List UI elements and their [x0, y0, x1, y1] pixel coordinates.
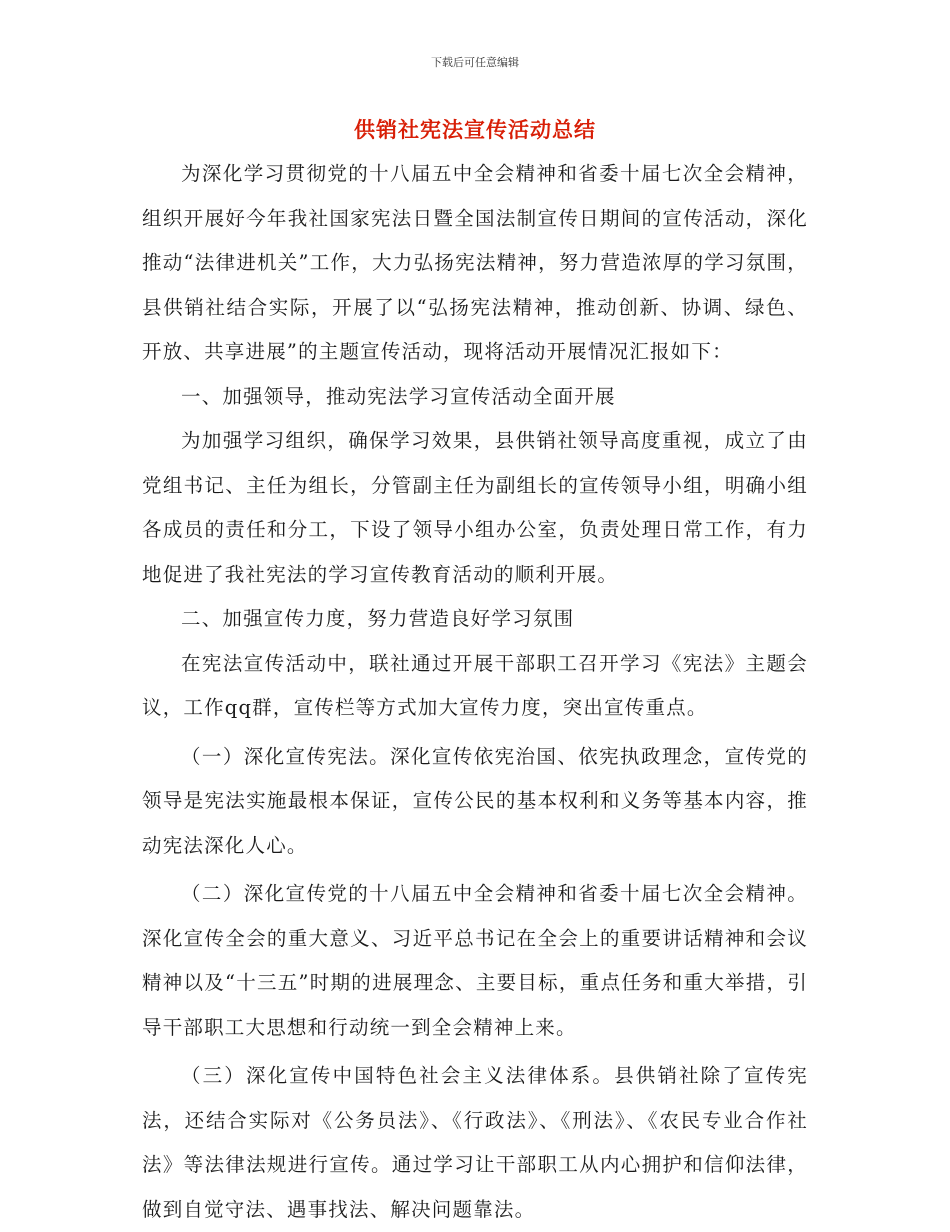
- paragraph-intro: 为深化学习贯彻党的十八届五中全会精神和省委十届七次全会精神，组织开展好今年我社国家宪法日暨全国法制宣传日期间的宣传活动，深化推动“法律进机关”工作，大力弘扬宪法精神，努力营造浓厚的学习氛围，县供销社结合实际，开展了以“弘扬宪法精神，推动创新、协调、绿色、开放、共享进展”的主题宣传活动，现将活动开展情况汇报如下：: [142, 162, 808, 363]
- document-title: 供销社宪法宣传活动总结: [354, 118, 596, 142]
- paragraph-section-2: 在宪法宣传活动中，联社通过开展干部职工召开学习《宪法》主题会议，工作qq群，宣传栏等方式加大宣传力度，突出宣传重点。: [142, 651, 808, 719]
- paragraph-item-3: （三）深化宣传中国特色社会主义法律体系。县供销社除了宣传宪法，还结合实际对《公务员法》、《行政法》、《刑法》、《农民专业合作社法》等法律法规进行宣传。通过学习让干部职工从内心拥护和信仰法律，做到自觉守法、遇事找法、解决问题靠法。: [142, 1064, 808, 1221]
- paragraph-section-1: 为加强学习组织，确保学习效果，县供销社领导高度重视，成立了由党组书记、主任为组长，分管副主任为副组长的宣传领导小组，明确小组各成员的责任和分工，下设了领导小组办公室，负责处理日常工作，有力地促进了我社宪法的学习宣传教育活动的顺利开展。: [142, 429, 808, 586]
- document-body: [142, 152, 808, 1232]
- paragraph-item-2: （二）深化宣传党的十八届五中全会精神和省委十届七次全会精神。深化宣传全会的重大意义、习近平总书记在全会上的重要讲话精神和会议精神以及“十三五”时期的进展理念、主要目标，重点任务和重大举措，引导干部职工大思想和行动统一到全会精神上来。: [142, 882, 808, 1039]
- page-header: 下载后可任意编辑: [431, 56, 519, 69]
- heading-section-1: 一、加强领导，推动宪法学习宣传活动全面开展: [181, 384, 616, 408]
- heading-section-2: 二、加强宣传力度，努力营造良好学习氛围: [181, 607, 575, 630]
- paragraph-item-1: （一）深化宣传宪法。深化宣传依宪治国、依宪执政理念，宣传党的领导是宪法实施最根本保证，宣传公民的基本权利和义务等基本内容，推动宪法深化人心。: [142, 744, 808, 857]
